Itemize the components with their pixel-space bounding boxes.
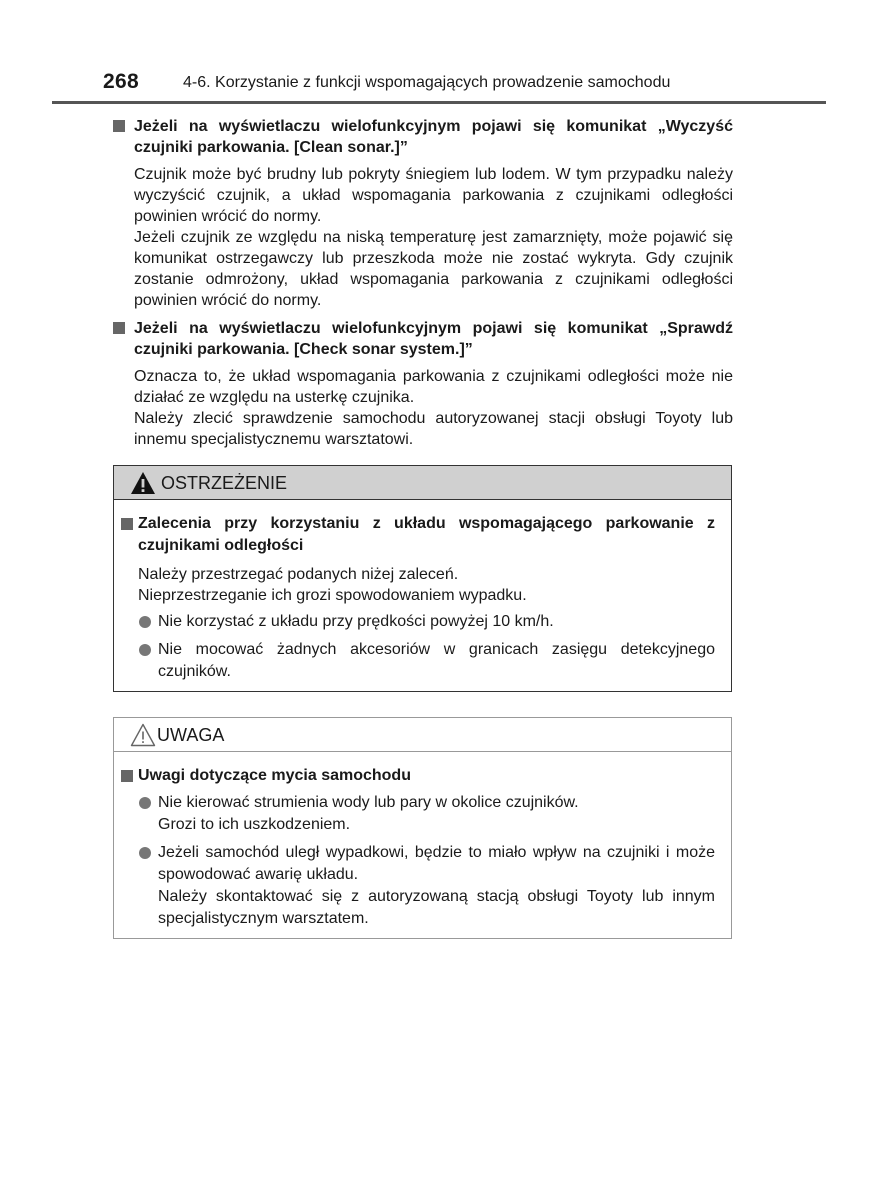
round-bullet-icon bbox=[139, 644, 151, 656]
paragraph: Oznacza to, że układ wspomagania parkowania z czujnikami odległości może nie działać ze względu na usterkę czujnika. bbox=[134, 368, 733, 406]
square-bullet-icon bbox=[121, 770, 133, 782]
round-bullet-icon bbox=[139, 847, 151, 859]
round-bullet-icon bbox=[139, 797, 151, 809]
section-heading bbox=[113, 318, 733, 360]
header-divider bbox=[52, 101, 826, 104]
chapter-title: 4-6. Korzystanie z funkcji wspomagających prowadzenie samochodu bbox=[183, 74, 671, 91]
caution-box bbox=[113, 717, 732, 939]
bullet-item bbox=[158, 639, 715, 683]
caution-box-header bbox=[114, 718, 731, 752]
warning-heading-text: Zalecenia przy korzystaniu z układu wspomagającego parkowanie z czujnikami odległości bbox=[138, 515, 715, 554]
warning-heading bbox=[121, 513, 715, 557]
section-heading-text: Jeżeli na wyświetlaczu wielofunkcyjnym pojawi się komunikat „Sprawdź czujniki parkowania. [Check sonar system.]” bbox=[134, 320, 733, 358]
warning-paragraph: Należy przestrzegać podanych niżej zaleceń. bbox=[138, 566, 459, 583]
paragraph: Czujnik może być brudny lub pokryty śniegiem lub lodem. W tym przypadku należy wyczyścić czujnik, a układ wspomagania parkowania z czujnikami odległości powinien wrócić do normy. bbox=[134, 166, 733, 225]
section-check-sonar bbox=[113, 318, 733, 450]
warning-triangle-outline-icon bbox=[130, 723, 156, 747]
warning-box-title: OSTRZEŻENIE bbox=[161, 473, 288, 493]
page-header bbox=[0, 62, 880, 102]
bullet-text: Nie kierować strumienia wody lub pary w okolice czujników. bbox=[158, 794, 579, 811]
square-bullet-icon bbox=[113, 322, 125, 334]
caution-heading-text: Uwagi dotyczące mycia samochodu bbox=[138, 767, 411, 784]
section-heading bbox=[113, 116, 733, 158]
section-heading-text: Jeżeli na wyświetlaczu wielofunkcyjnym pojawi się komunikat „Wyczyść czujniki parkowania. [Clean sonar.]” bbox=[134, 118, 733, 156]
section-clean-sonar bbox=[113, 116, 733, 311]
round-bullet-icon bbox=[139, 616, 151, 628]
caution-box-title: UWAGA bbox=[157, 725, 225, 745]
bullet-text: Jeżeli samochód uległ wypadkowi, będzie to miało wpływ na czujniki i może spowodować awarię układu. bbox=[158, 844, 715, 883]
warning-box bbox=[113, 465, 732, 692]
bullet-text: Należy skontaktować się z autoryzowaną stacją obsługi Toyoty lub innym specjalistycznym warsztatem. bbox=[158, 888, 715, 927]
warning-box-body bbox=[114, 500, 731, 683]
main-content bbox=[113, 116, 733, 450]
bullet-item bbox=[158, 792, 715, 836]
caution-box-body bbox=[114, 752, 731, 930]
bullet-text: Nie korzystać z układu przy prędkości powyżej 10 km/h. bbox=[158, 613, 554, 630]
caution-heading bbox=[121, 765, 715, 787]
square-bullet-icon bbox=[113, 120, 125, 132]
warning-triangle-filled-icon bbox=[130, 471, 156, 495]
bullet-text: Nie mocować żadnych akcesoriów w granicach zasięgu detekcyjnego czujników. bbox=[158, 641, 715, 680]
square-bullet-icon bbox=[121, 518, 133, 530]
bullet-text: Grozi to ich uszkodzeniem. bbox=[158, 816, 351, 833]
paragraph: Należy zlecić sprawdzenie samochodu autoryzowanej stacji obsługi Toyoty lub innemu specjalistycznemu warsztatowi. bbox=[134, 410, 733, 448]
warning-paragraph: Nieprzestrzeganie ich grozi spowodowaniem wypadku. bbox=[138, 587, 527, 604]
page-number: 268 bbox=[103, 70, 139, 93]
bullet-item bbox=[158, 842, 715, 930]
warning-box-header bbox=[114, 466, 731, 500]
bullet-item bbox=[158, 611, 715, 633]
paragraph: Jeżeli czujnik ze względu na niską temperaturę jest zamarznięty, może pojawić się komunikat ostrzegawczy lub przeszkoda może nie zostać wykryta. Gdy czujnik zostanie odmrożony, układ wspomagania parkowania z czujnikami odległości powinien wrócić do normy. bbox=[134, 229, 733, 309]
